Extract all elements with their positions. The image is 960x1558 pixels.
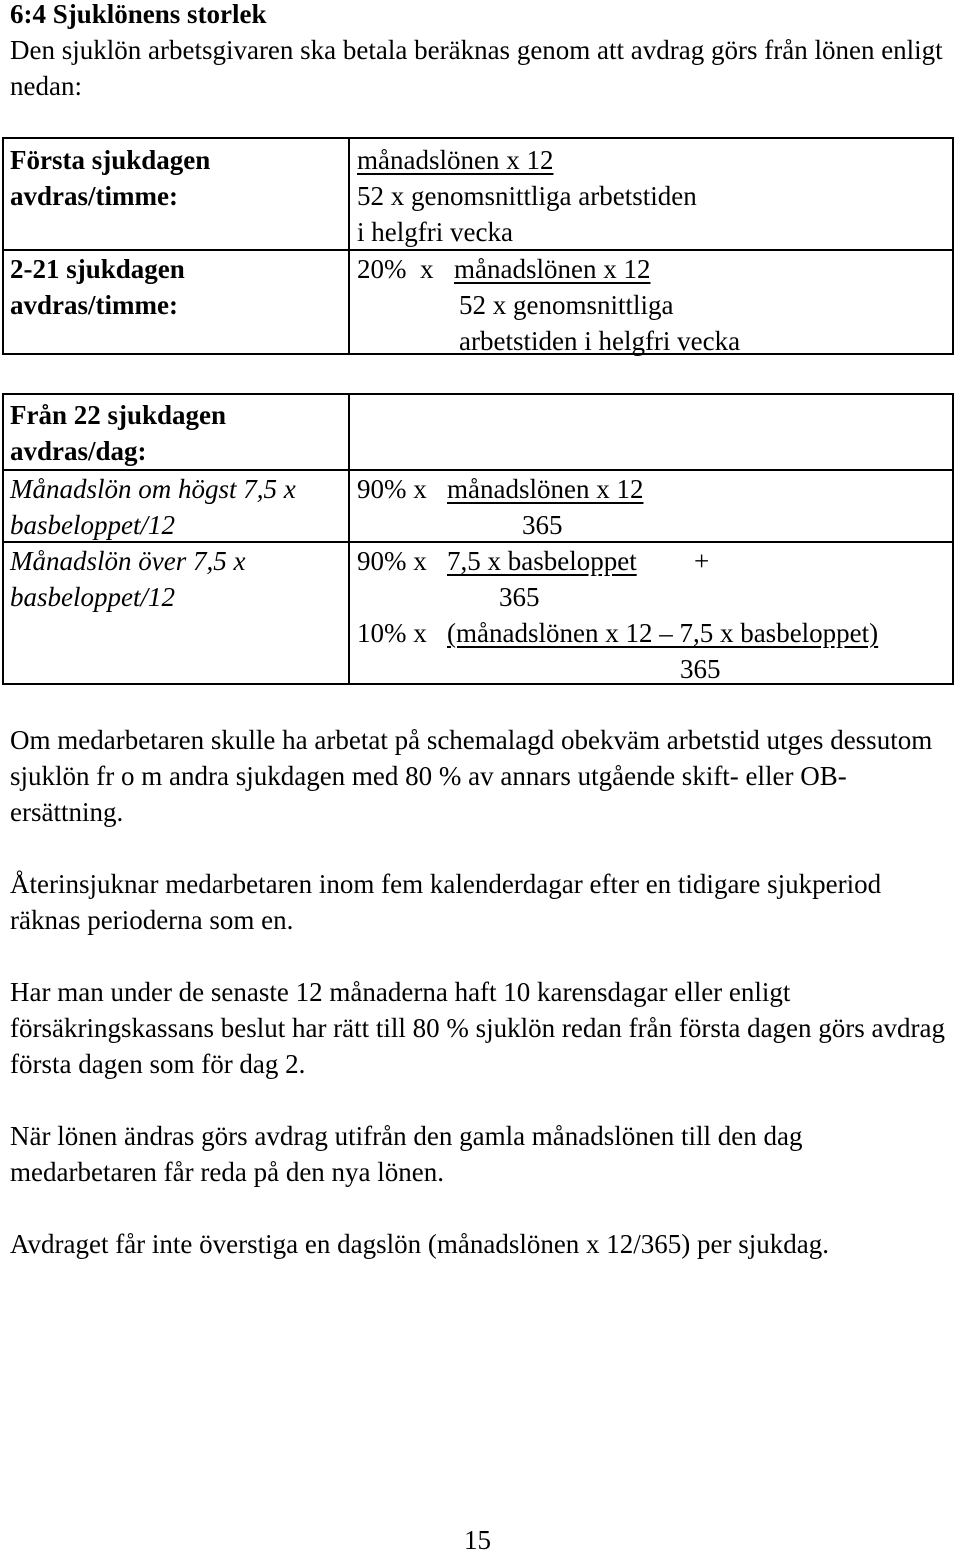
days-2-21-label-unit: avdras/timme: [10,290,178,320]
paragraph-deduction-limit: Avdraget får inte överstiga en dagslön (månadslönen x 12/365) per sjukdag. [10,1229,830,1259]
hourly-deduction-table [2,137,954,355]
first-day-label: Första sjukdagen [10,145,211,175]
days-2-21-numerator: månadslönen x 12 [454,254,651,284]
high-salary-term2-numerator: (månadslönen x 12 – 7,5 x basbeloppet) [447,618,879,648]
high-salary-label-cont: basbeloppet/12 [10,582,175,612]
intro-text: Den sjuklön arbetsgivaren ska betala beräknas genom att avdrag görs från lönen enligt nedan: [10,35,943,101]
paragraph-ob-compensation: Om medarbetaren skulle ha arbetat på schemalagd obekväm arbetstid utges dessutom sjuklön fr o m andra sjukdagen med 80 % av annars utgående skift- eller OB-ersättning. [10,725,933,827]
high-salary-term1-numerator: 7,5 x basbeloppet [447,546,637,576]
daily-deduction-table [2,393,954,685]
days-2-21-denominator: 52 x genomsnittliga [459,290,674,320]
low-salary-prefix: 90% x [357,474,427,504]
days-2-21-label: 2-21 sjukdagen [10,254,185,284]
high-salary-term2-prefix: 10% x [357,618,427,648]
high-salary-term2-denominator: 365 [680,654,721,684]
day-22-header: Från 22 sjukdagen [10,400,227,430]
low-salary-numerator: månadslönen x 12 [447,474,644,504]
high-salary-term1-denominator: 365 [499,582,540,612]
low-salary-label: Månadslön om högst 7,5 x [10,474,296,504]
page-number: 15 [464,1525,491,1555]
section-heading: 6:4 Sjuklönens storlek [10,0,267,29]
first-day-denominator-cont: i helgfri vecka [357,217,513,247]
plus-sign: + [694,546,710,576]
high-salary-term1-prefix: 90% x [357,546,427,576]
paragraph-salary-change: När lönen ändras görs avdrag utifrån den gamla månadslönen till den dag medarbetaren får reda på den nya lönen. [10,1121,803,1187]
paragraph-karens-days: Har man under de senaste 12 månaderna haft 10 karensdagar eller enligt försäkringskassans beslut har rätt till 80 % sjuklön redan från första dagen görs avdrag första dagen som för dag 2. [10,977,945,1079]
first-day-numerator: månadslönen x 12 [357,145,554,175]
paragraph-relapse: Återinsjuknar medarbetaren inom fem kalenderdagar efter en tidigare sjukperiod räknas perioderna som en. [10,869,882,935]
days-2-21-prefix: 20% x [357,254,434,284]
low-salary-label-cont: basbeloppet/12 [10,510,175,540]
high-salary-label: Månadslön över 7,5 x [10,546,246,576]
low-salary-denominator: 365 [522,510,563,540]
first-day-label-unit: avdras/timme: [10,181,178,211]
day-22-header-unit: avdras/dag: [10,436,147,466]
first-day-denominator: 52 x genomsnittliga arbetstiden [357,181,697,211]
days-2-21-denominator-cont: arbetstiden i helgfri vecka [459,326,741,356]
